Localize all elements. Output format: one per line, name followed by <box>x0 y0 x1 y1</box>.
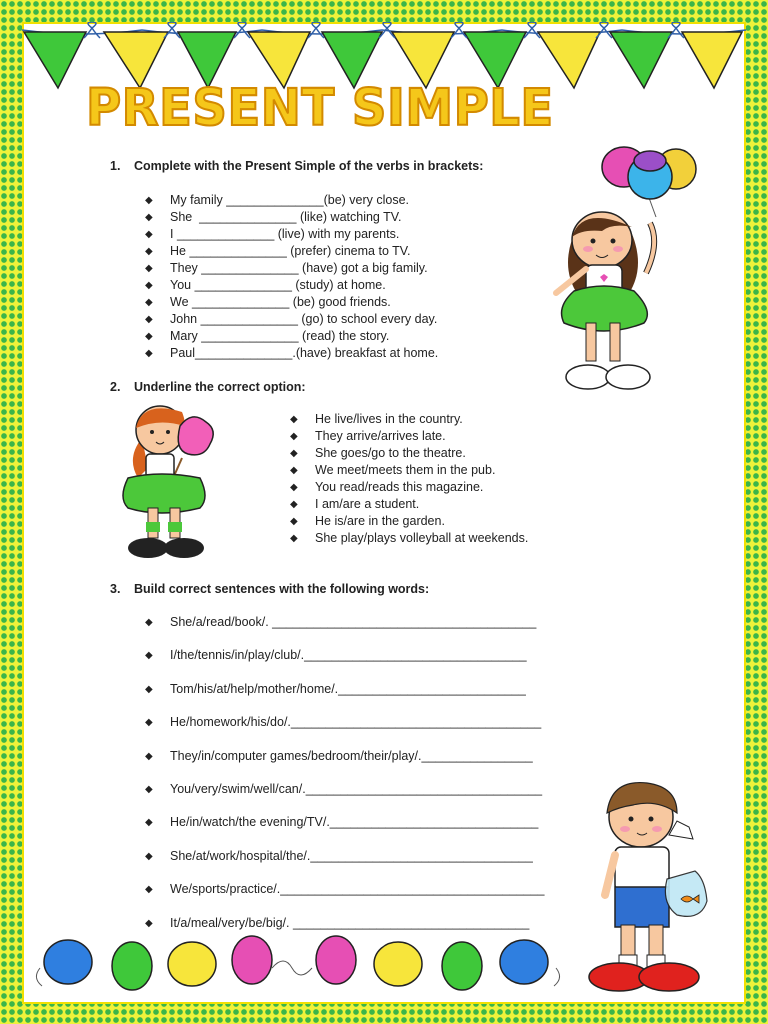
section-1-number: 1. <box>110 159 121 173</box>
page-title: PRESENT SIMPLE <box>86 78 554 138</box>
list-item: ◆ I/the/tennis/in/play/club/.________________________________ <box>145 647 544 680</box>
list-item: ◆ We meet/meets them in the pub. <box>290 462 528 479</box>
balloon-row-icon <box>28 928 588 1000</box>
list-item: ◆ He ______________ (prefer) cinema to TV. <box>145 243 438 260</box>
list-item: ◆ She play/plays volleyball at weekends. <box>290 530 528 547</box>
list-item: ◆ She/at/work/hospital/the/.________________________________ <box>145 848 544 881</box>
section-1-list <box>145 192 438 362</box>
list-item: ◆ They arrive/arrives late. <box>290 428 528 445</box>
list-item: ◆ Mary ______________ (read) the story. <box>145 328 438 345</box>
list-item: ◆ You ______________ (study) at home. <box>145 277 438 294</box>
boy-with-goldfish-bag-icon <box>585 775 715 997</box>
section-3-list <box>145 614 544 948</box>
list-item: ◆ We ______________ (be) good friends. <box>145 294 438 311</box>
section-2-heading <box>110 380 306 394</box>
section-2-number: 2. <box>110 380 121 394</box>
list-item: ◆ He/in/watch/the evening/TV/.______________________________ <box>145 814 544 847</box>
section-3-instruction: Build correct sentences with the following words: <box>134 582 430 596</box>
list-item: ◆ We/sports/practice/.______________________________________ <box>145 881 544 914</box>
section-2-list <box>290 411 528 547</box>
girl-with-balloons-icon <box>538 145 700 400</box>
section-1-heading <box>110 159 483 173</box>
list-item: ◆ It/a/meal/very/be/big/. __________________________________ <box>145 915 544 948</box>
list-item: ◆ They ______________ (have) got a big family. <box>145 260 438 277</box>
list-item: ◆ She goes/go to the theatre. <box>290 445 528 462</box>
girl-with-cotton-candy-icon <box>122 398 222 566</box>
list-item: ◆ He is/are in the garden. <box>290 513 528 530</box>
section-3-number: 3. <box>110 582 121 596</box>
list-item: ◆ I am/are a student. <box>290 496 528 513</box>
list-item: ◆ John ______________ (go) to school every day. <box>145 311 438 328</box>
list-item: ◆ He live/lives in the country. <box>290 411 528 428</box>
list-item: ◆ Tom/his/at/help/mother/home/.___________________________ <box>145 681 544 714</box>
section-1-instruction: Complete with the Present Simple of the verbs in brackets: <box>134 159 484 173</box>
list-item: ◆ I ______________ (live) with my parents. <box>145 226 438 243</box>
list-item: ◆ They/in/computer games/bedroom/their/play/.________________ <box>145 748 544 781</box>
list-item: ◆ You/very/swim/well/can/.__________________________________ <box>145 781 544 814</box>
section-3-heading <box>110 582 429 596</box>
list-item: ◆ He/homework/his/do/.____________________________________ <box>145 714 544 747</box>
list-item: ◆ Paul______________.(have) breakfast at home. <box>145 345 438 362</box>
list-item: ◆ She ______________ (like) watching TV. <box>145 209 438 226</box>
section-2-instruction: Underline the correct option: <box>134 380 306 394</box>
list-item: ◆ My family ______________(be) very close. <box>145 192 438 209</box>
list-item: ◆ You read/reads this magazine. <box>290 479 528 496</box>
list-item: ◆ She/a/read/book/. ______________________________________ <box>145 614 544 647</box>
